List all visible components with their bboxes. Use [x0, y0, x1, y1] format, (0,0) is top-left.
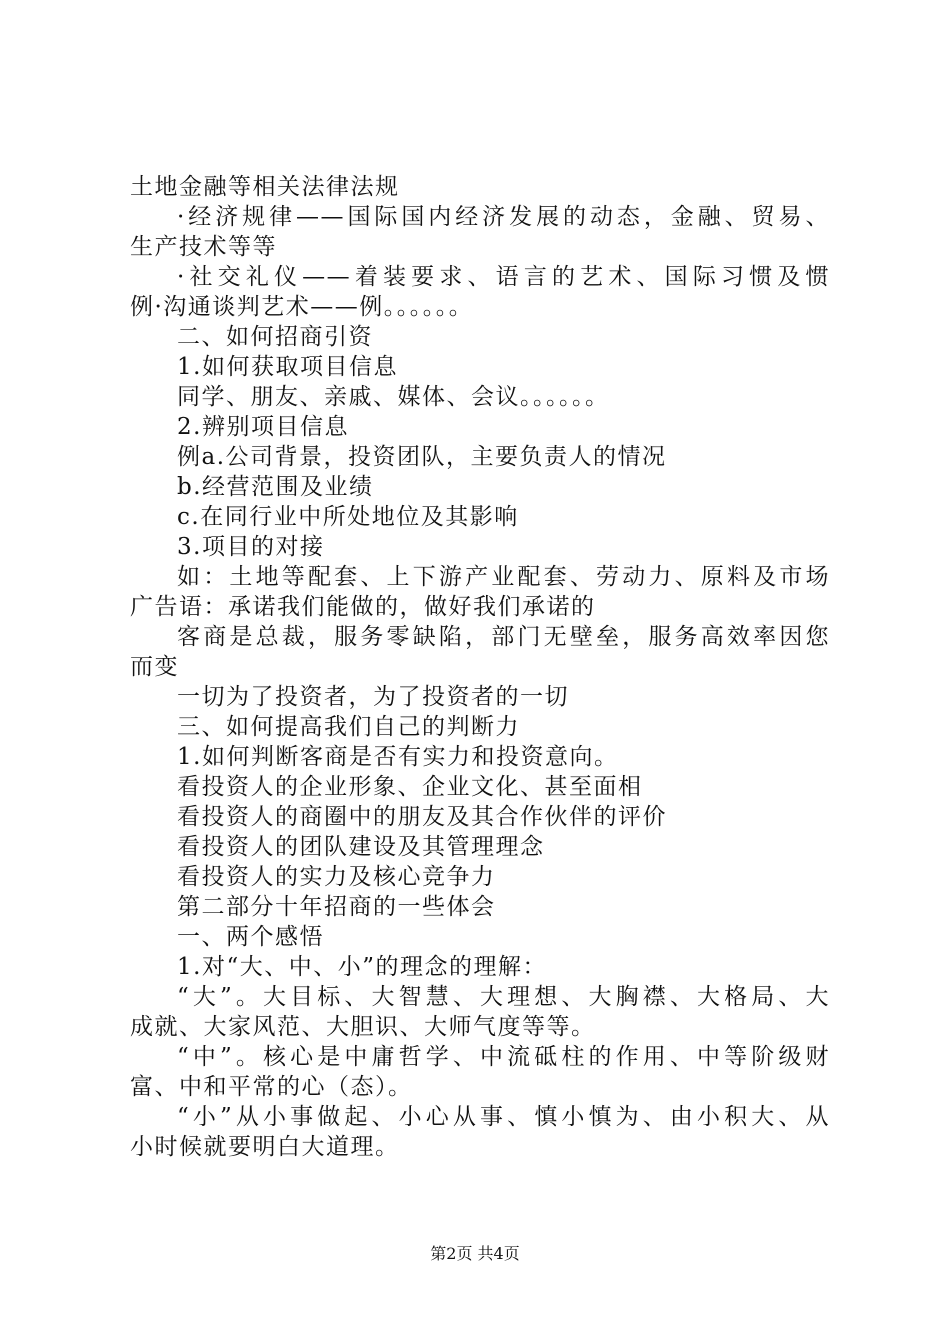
text-line: 同学、朋友、亲戚、媒体、会议。。。。。。 [177, 384, 610, 410]
text-line: 看投资人的团队建设及其管理理念 [177, 834, 545, 860]
text-line: 1.如何获取项目信息 [177, 354, 398, 380]
text-line: ·社交礼仪——着装要求、语言的艺术、国际习惯及惯 [177, 264, 830, 290]
text-line: b.经营范围及业绩 [177, 474, 374, 500]
text-line: 看投资人的企业形象、企业文化、甚至面相 [177, 774, 643, 800]
text-line: 1.如何判断客商是否有实力和投资意向。 [177, 744, 619, 770]
text-line: 3.项目的对接 [177, 534, 325, 560]
text-line: 例a.公司背景，投资团队，主要负责人的情况 [177, 444, 667, 470]
text-line: 看投资人的商圈中的朋友及其合作伙伴的评价 [177, 804, 667, 830]
text-line: 广告语：承诺我们能做的，做好我们承诺的 [130, 594, 596, 620]
page-footer: 第2页 共4页 [430, 1244, 520, 1263]
text-line: 二、如何招商引资 [177, 324, 373, 350]
text-line: “大”。大目标、大智慧、大理想、大胸襟、大格局、大 [177, 984, 830, 1010]
text-line: “小”从小事做起、小心从事、慎小慎为、由小积大、从 [177, 1104, 830, 1130]
text-line: 三、如何提高我们自己的判断力 [177, 714, 520, 740]
body-text [130, 172, 830, 1162]
text-line: “中”。核心是中庸哲学、中流砥柱的作用、中等阶级财 [177, 1044, 830, 1070]
text-line: 例·沟通谈判艺术——例。。。。。。 [130, 294, 474, 320]
text-line: 成就、大家风范、大胆识、大师气度等等。 [130, 1014, 596, 1040]
text-line: 客商是总裁，服务零缺陷，部门无壁垒，服务高效率因您 [177, 624, 830, 650]
text-line: 看投资人的实力及核心竞争力 [177, 864, 496, 890]
text-line: 土地金融等相关法律法规 [130, 174, 400, 200]
text-line: c.在同行业中所处地位及其影响 [177, 504, 519, 530]
text-line: 一切为了投资者，为了投资者的一切 [177, 684, 569, 710]
text-line: 而变 [130, 654, 179, 680]
text-line: 生产技术等等 [130, 234, 277, 260]
text-line: 小时候就要明白大道理。 [130, 1134, 400, 1160]
text-line: 如：土地等配套、上下游产业配套、劳动力、原料及市场 [177, 564, 830, 590]
text-line: 第二部分十年招商的一些体会 [177, 894, 496, 920]
text-line: ·经济规律——国际国内经济发展的动态，金融、贸易、 [177, 204, 830, 230]
text-line: 2.辨别项目信息 [177, 414, 349, 440]
text-line: 富、中和平常的心（态）。 [130, 1074, 413, 1100]
text-line: 1.对“大、中、小”的理念的理解： [177, 954, 547, 980]
text-line: 一、两个感悟 [177, 924, 324, 950]
